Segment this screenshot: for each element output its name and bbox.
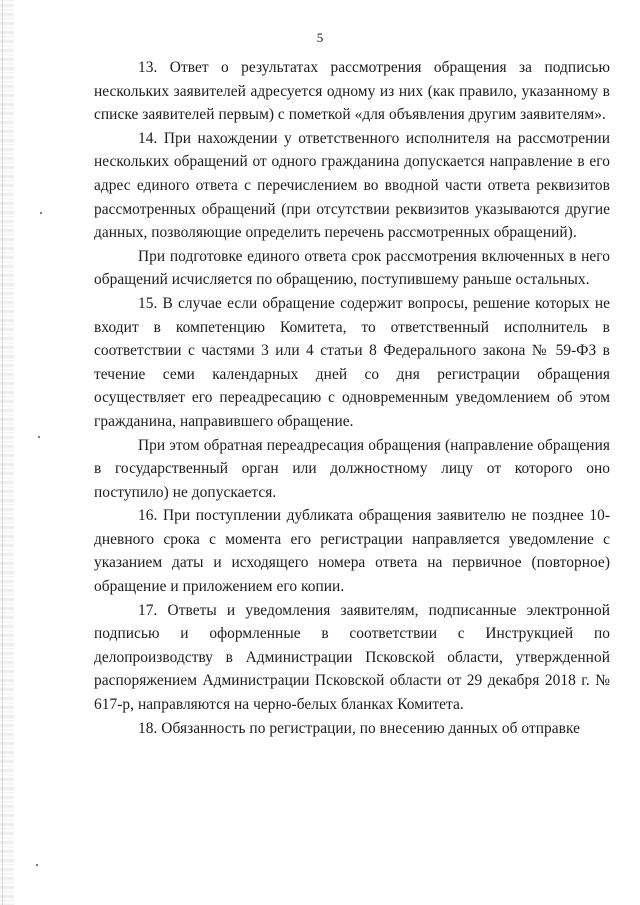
paragraph-13: 13. Ответ о результатах рассмотрения обращения за подписью нескольких заявителей адресуется одному из них (как правило, указанному в списке заявителей первым) с пометкой «для объявления другим заявителям».: [94, 59, 610, 124]
paragraph-15-continued: При этом обратная переадресация обращения (направление обращения в государственный орган или должностному лицу от которого оно поступило) не допускается.: [94, 436, 610, 501]
paragraph-14-continued: При подготовке единого ответа срок рассмотрения включенных в него обращений исчисляется по обращению, поступившему раньше остальных.: [94, 247, 610, 289]
scan-edge-artifact: [0, 0, 14, 905]
paragraph-16: 16. При поступлении дубликата обращения заявителю не позднее 10-дневного срока с момента его регистрации направляется уведомление с указанием даты и исходящего номера ответа на первичное (повторное) обращение и приложением его копии.: [94, 507, 610, 596]
paragraph-18: 18. Обязанность по регистрации, по внесению данных об отправке: [138, 719, 580, 737]
page-number: 5: [316, 30, 324, 45]
scan-speck: [38, 436, 40, 438]
paragraph-14: 14. При нахождении у ответственного исполнителя на рассмотрении нескольких обращений от одного гражданина допускается направление в его адрес единого ответа с перечислением во вводной части ответа реквизитов рассмотренных обращений (при отсутствии реквизитов указываются другие данных, позволяющие определить перечень рассмотренных обращений).: [94, 129, 610, 242]
paragraph-17: 17. Ответы и уведомления заявителям, подписанные электронной подписью и оформленные в соответствии с Инструкцией по делопроизводству в Администрации Псковской области, утвержденной распоряжением Администрации Псковской области от 29 декабря 2018 г. № 617-р, направляются на черно-белых бланках Комитета.: [94, 601, 610, 714]
scan-speck: [36, 864, 38, 866]
document-body: [94, 56, 610, 740]
paragraph-15: 15. В случае если обращение содержит вопросы, решение которых не входит в компетенцию Комитета, то ответственный исполнитель в соответствии с частями 3 или 4 статьи 8 Федерального закона № 59-ФЗ в течение семи календарных дней со дня регистрации обращения осуществляет его переадресацию с одновременным уведомлением об этом гражданина, направившего обращение.: [94, 294, 610, 430]
scan-speck: [40, 212, 42, 214]
